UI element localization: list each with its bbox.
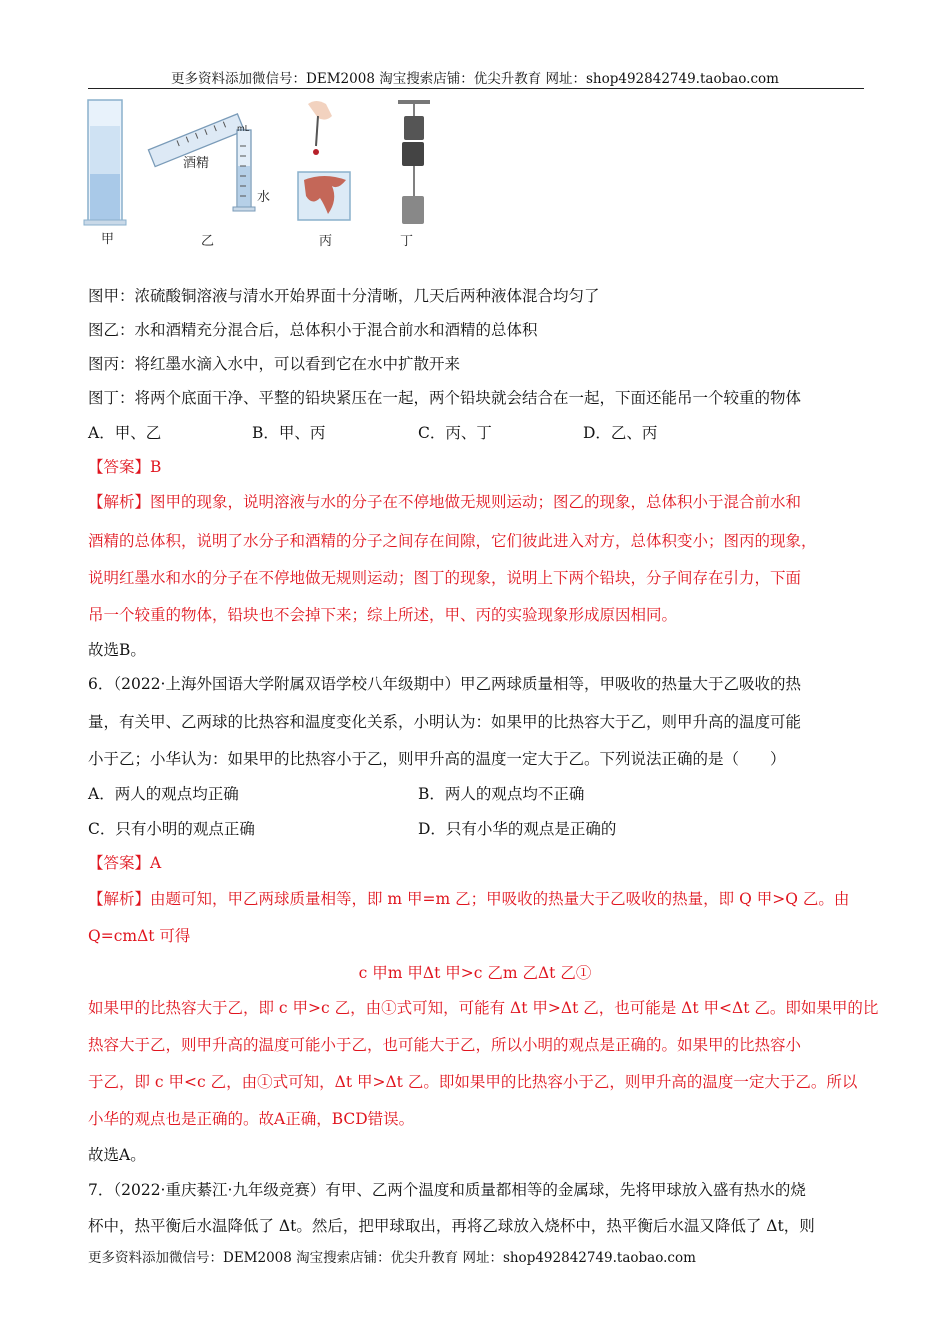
page-footer: 更多资料添加微信号：DEM2008 淘宝搜索店铺：优尖升教育 网址：shop492842749.taobao.com (88, 1250, 696, 1266)
q5-answer: 【答案】B (88, 458, 162, 476)
q5-analysis-line: 吊一个较重的物体，铅块也不会掉下来；综上所述，甲、丙的实验现象形成原因相同。 (88, 606, 678, 624)
q6-analysis-line: 小华的观点也是正确的。故A正确，BCD错误。 (88, 1110, 415, 1128)
q5-statement-yi: 图乙：水和酒精充分混合后，总体积小于混合前水和酒精的总体积 (88, 321, 538, 339)
q6-analysis-line: 于乙，即 c 甲<c 乙，由①式可知，Δt 甲>Δt 乙。即如果甲的比热容小于乙，则甲升高的温度一定大于乙。所以 (88, 1073, 858, 1091)
q7-stem-line: 7．（2022·重庆綦江·九年级竞赛）有甲、乙两个温度和质量都相等的金属球，先将甲球放入盛有热水的烧 (88, 1181, 806, 1199)
q5-analysis-line: 酒精的总体积，说明了水分子和酒精的分子之间存在间隙，它们彼此进入对方，总体积变小；图丙的现象， (88, 532, 817, 550)
figure-label-jia: 甲 (101, 232, 115, 247)
q6-analysis-line: Q=cmΔt 可得 (88, 927, 191, 945)
experiment-figures (80, 96, 500, 256)
q6-option-c: C．只有小明的观点正确 (88, 820, 255, 838)
q6-formula: c 甲m 甲Δt 甲>c 乙m 乙Δt 乙① (358, 964, 592, 982)
fig-ding-lead-blocks (398, 100, 430, 224)
q6-analysis-line: 如果甲的比热容大于乙，即 c 甲>c 乙，由①式可知，可能有 Δt 甲>Δt 乙，也可能是 Δt 甲<Δt 乙。即如果甲的比 (88, 999, 879, 1017)
q5-statement-ding: 图丁：将两个底面干净、平整的铅块紧压在一起，两个铅块就会结合在一起，下面还能吊一个较重的物体 (88, 389, 802, 407)
q6-answer: 【答案】A (88, 854, 162, 872)
header-divider (88, 88, 864, 89)
alcohol-label: 酒精 (183, 156, 210, 171)
q5-option-d: D．乙、丙 (583, 424, 658, 442)
experiment-illustration (80, 96, 500, 256)
q5-option-a: A．甲、乙 (88, 424, 162, 442)
figure-label-bing: 丙 (319, 234, 333, 249)
water-label: 水 (257, 190, 271, 205)
q7-stem-line: 杯中，热平衡后水温降低了 Δt。然后，把甲球取出，再将乙球放入烧杯中，热平衡后水温又降低了 Δt，则 (88, 1217, 815, 1235)
q5-analysis-line: 说明红墨水和水的分子在不停地做无规则运动；图丁的现象，说明上下两个铅块，分子间存在引力，下面 (88, 569, 802, 587)
q5-conclusion: 故选B。 (88, 641, 146, 659)
q6-analysis-line: 热容大于乙，则甲升高的温度可能小于乙，也可能大于乙，所以小明的观点是正确的。如果甲的比热容小 (88, 1036, 802, 1054)
fig-bing-beaker (298, 101, 350, 220)
q6-option-b: B．两人的观点均不正确 (418, 785, 585, 803)
q6-option-a: A．两人的观点均正确 (88, 785, 239, 803)
page-header: 更多资料添加微信号：DEM2008 淘宝搜索店铺：优尖升教育 网址：shop492842749.taobao.com (171, 71, 779, 87)
q6-analysis-line: 【解析】由题可知，甲乙两球质量相等，即 m 甲=m 乙；甲吸收的热量大于乙吸收的热量，即 Q 甲>Q 乙。由 (88, 890, 850, 908)
q5-statement-jia: 图甲：浓硫酸铜溶液与清水开始界面十分清晰，几天后两种液体混合均匀了 (88, 287, 600, 305)
q6-stem-line: 小于乙；小华认为：如果甲的比热容小于乙，则甲升高的温度一定大于乙。下列说法正确的是（ ） (88, 750, 786, 768)
q5-analysis-line: 【解析】图甲的现象，说明溶液与水的分子在不停地做无规则运动；图乙的现象，总体积小于混合前水和 (88, 493, 802, 511)
q6-stem-line: 6．（2022·上海外国语大学附属双语学校八年级期中）甲乙两球质量相等，甲吸收的热量大于乙吸收的热 (88, 675, 801, 693)
fig-jia-cylinder (84, 100, 126, 225)
figure-label-yi: 乙 (201, 234, 215, 249)
q5-statement-bing: 图丙：将红墨水滴入水中，可以看到它在水中扩散开来 (88, 355, 461, 373)
q6-option-d: D．只有小华的观点是正确的 (418, 820, 617, 838)
figure-label-ding: 丁 (400, 234, 414, 249)
ml-label: mL (237, 124, 250, 133)
q6-conclusion: 故选A。 (88, 1146, 146, 1164)
q6-stem-line: 量，有关甲、乙两球的比热容和温度变化关系，小明认为：如果甲的比热容大于乙，则甲升高的温度可能 (88, 713, 802, 731)
q5-option-c: C．丙、丁 (418, 424, 492, 442)
q5-option-b: B．甲、丙 (252, 424, 326, 442)
